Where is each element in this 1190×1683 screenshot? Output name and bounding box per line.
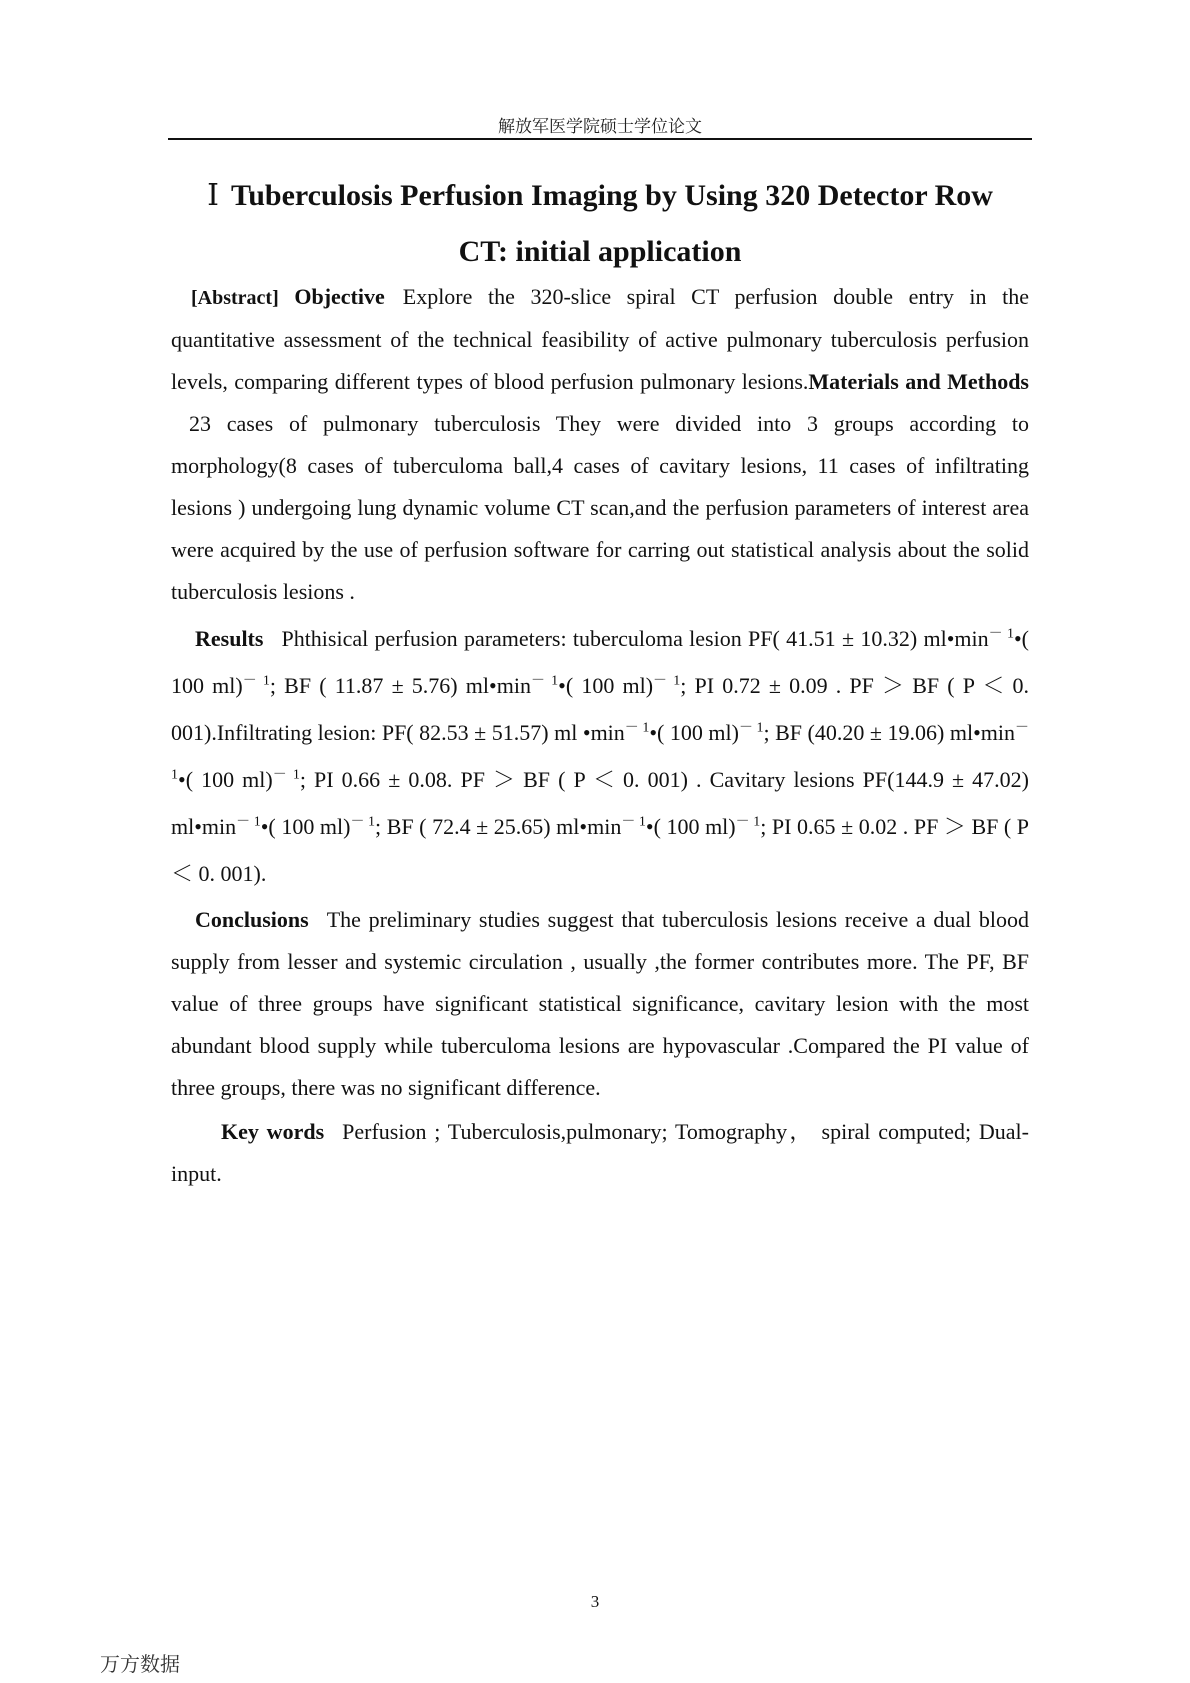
keywords-text: Perfusion ; Tuberculosis,pulmonary; Tomography， spiral computed; Dual-input. <box>171 1119 1029 1186</box>
results-segment-4: •( 100 ml) <box>558 673 654 698</box>
keywords-label: Key words <box>221 1119 325 1144</box>
results-segment-12: •( 100 ml) <box>645 814 736 839</box>
results-label: Results <box>195 626 264 651</box>
results-segment-11: ; BF ( 72.4 ± 25.65) ml•min <box>375 814 622 839</box>
exponent: － 1 <box>735 814 761 830</box>
results-segment-8: •( 100 ml) <box>178 767 273 792</box>
objective-label: Objective <box>294 284 385 309</box>
methods-text: 23 cases of pulmonary tuberculosis They were divided into 3 groups according to morphology(8 cases of tuberculoma ball,4 cases of cavitary lesions, 11 cases of infiltrating lesions ) undergoing lung dynamic volume CT scan,and the perfusion parameters of interest area were acquired by the use of perfusion software for carring out statistical analysis about the solid tuberculosis lesions . <box>171 411 1029 604</box>
methods-label: Materials and Methods <box>808 369 1029 394</box>
exponent: － 1 <box>738 720 764 736</box>
header-rule <box>168 138 1032 140</box>
exponent: － 1 <box>272 767 300 783</box>
title-line-1 <box>168 168 1032 224</box>
exponent: － 1 <box>624 720 650 736</box>
exponent: － 1 <box>242 673 270 689</box>
exponent: － 1 <box>171 720 1029 783</box>
results-segment-3: ; BF ( 11.87 ± 5.76) ml•min <box>269 673 531 698</box>
conclusions-text: The preliminary studies suggest that tuberculosis lesions receive a dual blood supply from lesser and systemic circulation , usually ,the former contributes more. The PF, BF value of three groups have significant statistical significance, cavitary lesion with the most abundant blood supply while tuberculoma lesions are hypovascular .Compared the PI value of three groups, there was no significant difference. <box>171 907 1029 1100</box>
paper-title <box>168 168 1032 280</box>
chapter-numeral: Ⅰ <box>207 179 219 212</box>
objective-text: Explore the 320-slice spiral CT perfusion double entry in the quantitative assessment of the technical feasibility of active pulmonary tuberculosis perfusion levels, comparing different types of blood perfusion pulmonary lesions. <box>171 284 1029 394</box>
exponent: － 1 <box>530 673 559 689</box>
conclusions-label: Conclusions <box>195 907 309 932</box>
keywords-paragraph <box>171 1111 1029 1195</box>
exponent: － 1 <box>988 626 1014 642</box>
results-segment-1: Phthisical perfusion parameters: tuberculoma lesion PF( 41.51 ± 10.32) ml•min <box>281 626 989 651</box>
title-line-2: CT: initial application <box>458 235 742 268</box>
results-segment-6: •( 100 ml) <box>649 720 739 745</box>
title-line-1-text: Tuberculosis Perfusion Imaging by Using 320 Detector Row <box>230 179 993 212</box>
exponent: － 1 <box>236 814 261 830</box>
exponent: － 1 <box>350 814 376 830</box>
results-paragraph <box>171 615 1029 897</box>
results-segment-2: •( 100 ml) <box>171 626 1029 698</box>
page-number: 3 <box>590 1592 600 1611</box>
exponent: － 1 <box>621 814 646 830</box>
watermark: 万方数据 <box>100 1652 180 1676</box>
results-segment-5: ; PI 0.72 ± 0.09 . PF ＞ BF ( P ＜ 0. 001).Infiltrating lesion: PF( 82.53 ± 51.57) ml •min <box>171 673 1030 745</box>
results-segment-10: •( 100 ml) <box>260 814 351 839</box>
exponent: － 1 <box>653 673 681 689</box>
results-segment-7: ; BF (40.20 ± 19.06) ml•min <box>763 720 1015 745</box>
abstract-body <box>171 276 1029 1195</box>
results-segment-13: ; PI 0.65 ± 0.02 . PF ＞ BF ( P ＜ 0. 001). <box>171 814 1030 886</box>
abstract-label: [Abstract] <box>191 287 279 309</box>
running-header: 解放军医学院硕士学位论文 <box>498 117 702 136</box>
conclusions-paragraph <box>171 899 1029 1109</box>
results-segment-9: ; PI 0.66 ± 0.08. PF ＞ BF ( P ＜ 0. 001) . Cavitary lesions PF(144.9 ± 47.02) ml•min <box>171 767 1029 839</box>
abstract-paragraph <box>171 276 1029 613</box>
